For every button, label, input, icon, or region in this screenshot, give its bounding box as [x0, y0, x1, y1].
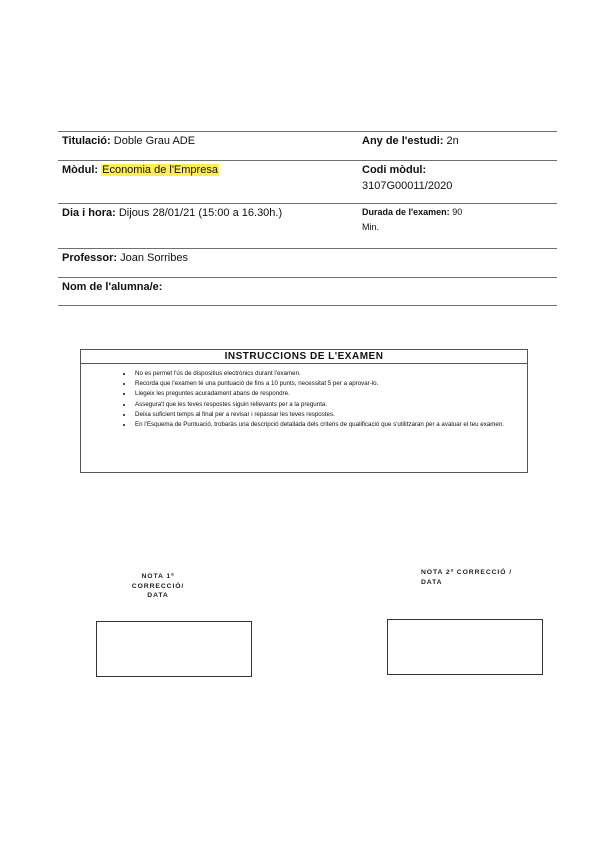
second-grading-box[interactable] — [387, 619, 543, 675]
header-row-dia — [58, 203, 557, 248]
second-grading-label — [421, 568, 521, 587]
dia-cell — [58, 204, 362, 248]
dia-value: Dijous 28/01/21 (15:00 a 16.30h.) — [118, 207, 283, 219]
first-grading-label — [114, 572, 202, 601]
durada-value: 90 — [452, 207, 463, 217]
modul-cell — [58, 161, 362, 203]
header-row-nom — [58, 277, 557, 306]
modul-value: Economia de l'Empresa — [102, 164, 218, 176]
exam-header-table — [58, 131, 557, 306]
codi-cell — [362, 161, 557, 203]
titulacio-cell — [58, 132, 362, 160]
durada-unit: Min. — [362, 222, 380, 232]
second-grading-line2: DATA — [421, 578, 443, 586]
instruction-item: • No es permet l'ús de dispositius electrònics durant l'examen. — [133, 369, 527, 379]
first-grading-box[interactable] — [96, 621, 252, 677]
instructions-list — [81, 369, 527, 430]
titulacio-value: Doble Grau ADE — [113, 135, 196, 147]
instruction-item: • Llegeix les preguntes acuradament abans de respondre. — [133, 389, 527, 399]
instructions-box — [80, 349, 528, 473]
instruction-item: • En l'Esquema de Puntuació, trobaràs una descripció detallada dels criteris de qualificació que s'utilitzaran per a avaluar el teu examen. — [133, 420, 527, 430]
professor-value: Joan Sorribes — [120, 252, 188, 264]
header-row-modul — [58, 160, 557, 203]
any-cell — [362, 132, 557, 160]
instructions-title: INSTRUCCIONS DE L'EXAMEN — [81, 350, 527, 364]
instruction-item: • Assegura't que les teves respostes siguin rellevants per a la pregunta. — [133, 400, 527, 410]
second-grading-line1: NOTA 2ª CORRECCIÓ / — [421, 569, 512, 576]
professor-label: Professor: — [62, 252, 118, 264]
durada-cell — [362, 204, 557, 248]
titulacio-label: Titulació: — [62, 135, 111, 147]
any-label: Any de l'estudi: — [362, 135, 444, 147]
codi-value: 3107G00011/2020 — [362, 180, 453, 192]
header-row-titulacio — [58, 131, 557, 160]
instruction-item: • Deixa suficient temps al final per a revisar i repassar les teves respostes. — [133, 410, 527, 420]
nom-label: Nom de l'alumna/e: — [62, 281, 163, 293]
durada-label: Durada de l'examen: — [362, 207, 450, 217]
nom-cell — [58, 278, 557, 305]
instruction-item: • Recorda que l'examen té una puntuació de fins a 10 punts, necessitat 5 per a aprovar-lo. — [133, 379, 527, 389]
codi-label: Codi mòdul: — [362, 164, 427, 176]
header-row-professor — [58, 248, 557, 277]
modul-label: Mòdul: — [62, 164, 99, 176]
dia-label: Dia i hora: — [62, 207, 116, 219]
first-grading-line1: NOTA 1ª CORRECCIÓ/ — [131, 573, 185, 590]
any-value: 2n — [446, 135, 459, 147]
first-grading-line2: DATA — [147, 592, 169, 599]
professor-cell — [58, 249, 557, 277]
